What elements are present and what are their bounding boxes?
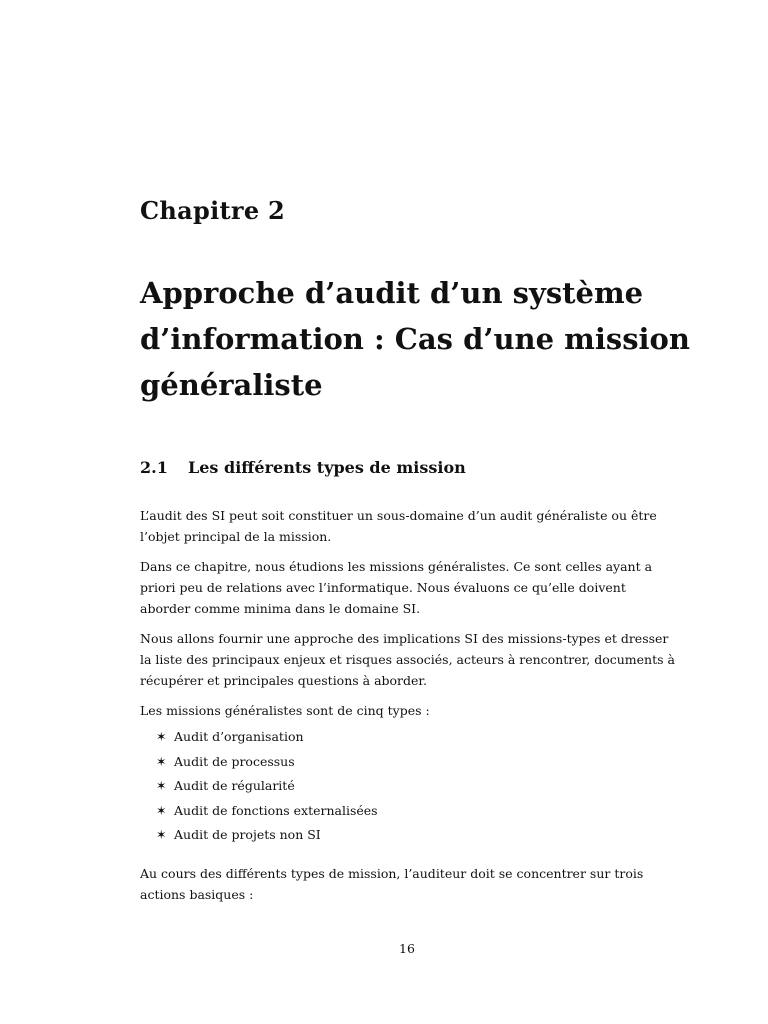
chapter-label: Chapitre 2: [140, 196, 286, 225]
chapter-title: Approche d’audit d’un système d’information : Cas d’une mission généraliste: [140, 276, 690, 402]
mission-types-list: [140, 725, 675, 848]
list-item: [156, 799, 675, 824]
list-item-text: Audit d’organisation: [174, 729, 304, 744]
star-bullet-icon: ✶: [156, 753, 167, 769]
section-heading: [140, 458, 466, 477]
paragraph: Nous allons fournir une approche des implications SI des missions-types et dresser la liste des principaux enjeux et risques associés, acteurs à rencontrer, documents à récupérer et principales questions à aborder.: [140, 631, 675, 688]
list-item-text: Audit de projets non SI: [174, 827, 321, 842]
list-item: [156, 823, 675, 848]
list-item: [156, 750, 675, 775]
closing-paragraph: Au cours des différents types de mission, l’auditeur doit se concentrer sur trois actions basiques :: [140, 865, 644, 902]
section-number: 2.1: [140, 458, 168, 477]
body-text: [140, 505, 675, 914]
list-item: [156, 774, 675, 799]
paragraph: L’audit des SI peut soit constituer un sous-domaine d’un audit généraliste ou être l’objet principal de la mission.: [140, 508, 657, 544]
star-bullet-icon: ✶: [156, 802, 167, 818]
list-item: [156, 725, 675, 750]
section-title: Les différents types de mission: [188, 458, 466, 477]
star-bullet-icon: ✶: [156, 778, 167, 793]
page-number: 16: [399, 941, 415, 956]
paragraph: Les missions généralistes sont de cinq types :: [140, 703, 430, 718]
star-bullet-icon: ✶: [156, 827, 167, 842]
paragraph: Dans ce chapitre, nous étudions les missions généralistes. Ce sont celles ayant a priori peu de relations avec l’informatique. Nous évaluons ce qu’elle doivent aborder comme minima dans le domaine SI.: [140, 559, 653, 616]
list-item-text: Audit de fonctions externalisées: [174, 802, 378, 818]
star-bullet-icon: ✶: [156, 729, 167, 744]
list-item-text: Audit de régularité: [174, 778, 295, 793]
list-item-text: Audit de processus: [174, 753, 295, 769]
